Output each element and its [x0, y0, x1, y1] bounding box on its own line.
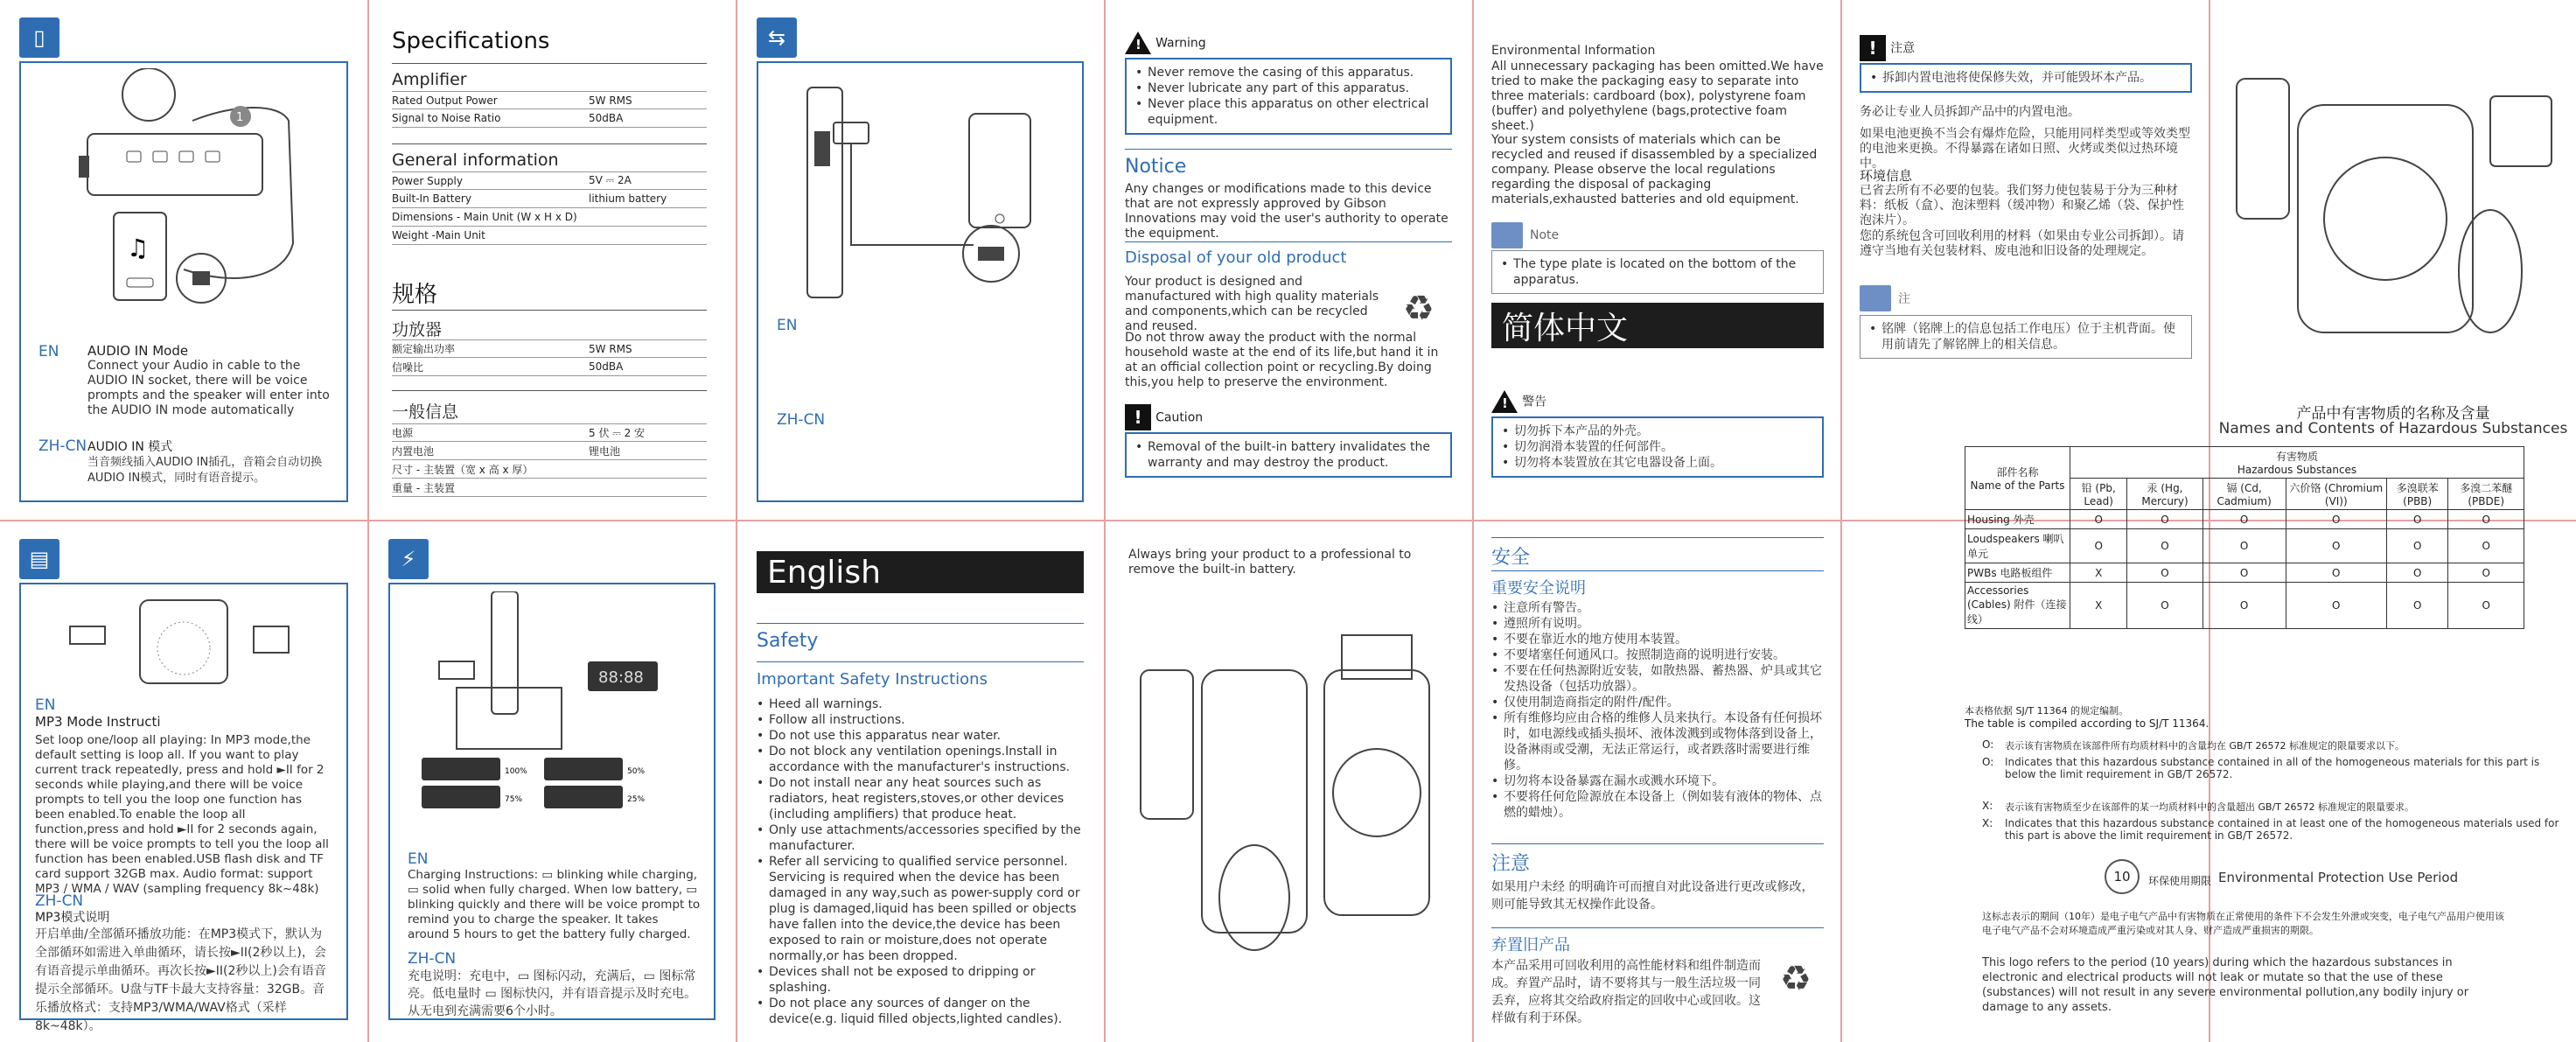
zh-env-body-2: 您的系统包含可回收利用的材料（如果由专业公司拆卸）。请遵守当地有关包装材料、废电池和旧设备的处理规定。 [1860, 229, 2184, 258]
mp3-illustration [61, 591, 324, 688]
env-body-1: All unnecessary packaging has been omitted.We have tried to make the packaging easy to separate into three materials: cardboard (box), polystyrene foam (buffer) and polyethylene (bags,protective foam sheet.) [1491, 59, 1824, 133]
safety-list: • Heed all warnings. • Follow all instructions. • Do not use this apparatus near water. • Do not block any ventilation openings.Install in accordance with the manufacturer's instructions. • Do not install near any heat sources such as radiators, heat registers,stoves,or other devices (including amplifiers) that produce heat. • Only use attachments/accessories specified by the manufacturer. • Refer all servicing to qualified service personnel. Servicing is required when the device has been damaged in any way,such as power-supply cord or plug is damaged,liquid has been spilled or objects have fallen into the device,the device has been exposed to rain or moisture,does not operate normally,or has been dropped. • Devices shall not be exposed to dripping or splashing. • Do not place any sources of danger on the device(e.g. liquid filled objects,lighted candles). [757, 696, 1084, 1027]
section-bar-english: English [757, 551, 1084, 593]
panel-notice [1106, 0, 1472, 520]
panel-battery [1106, 521, 1472, 1042]
std-zh: 本表格依据 SJ/T 11364 的规定编制。 [1965, 705, 2129, 717]
section-bar-chinese: 简体中文 [1491, 303, 1824, 348]
safety-zh-heading: 安全 [1491, 547, 1531, 569]
caution-icon: ! [1125, 404, 1151, 430]
amp-table-zh: 额定输出功率 5W RMS 信噪比 50dBA [392, 339, 707, 376]
hazard-title-zh: 产品中有害物质的名称及含量 [2296, 405, 2490, 423]
mp3-body-zh: 开启单曲/全部循环播放功能：在MP3模式下，默认为全部循环如需进入单曲循环，请长按►II(2秒以上)，会有语音提示单曲循环。再次长按►II(2秒以上)会有语音提示全部循环。U盘与TF卡最大支持容量：32GB。音乐播放格式：支持MP3/WMA/WAV格式（采样8k~48k）。 [35, 927, 326, 1033]
audio-in-title-en: AUDIO IN Mode [87, 343, 189, 359]
epup-logo-icon: 10 [2105, 859, 2140, 894]
col-lead: 铅 (Pb, Lead) [2070, 479, 2127, 510]
hdr-substances: 有害物质 Hazardous Substances [2070, 447, 2524, 479]
zh-body-2: 如果电池更换不当会有爆炸危险，只能用同样类型或等效类型的电池来更换。不得暴露在诸如日照、火烤或类似过热环境中。 [1860, 127, 2190, 171]
mp3-title-en: MP3 Mode Instructi [35, 714, 161, 730]
lang-label-zh: ZH-CN [38, 437, 87, 455]
notice-heading: Notice [1125, 156, 1187, 178]
panel-charging [369, 521, 736, 1042]
env-title: Environmental Information [1491, 44, 1656, 58]
panel-zh-caution [1842, 0, 2209, 520]
table-row: Accessories (Cables) 附件（连接线） X O O O O O [1965, 583, 2524, 629]
panel-usb-phone [737, 0, 1104, 520]
col-pbde: 多溴二苯醚 (PBDE) [2448, 479, 2524, 510]
disposal-heading: Disposal of your old product [1125, 248, 1347, 267]
charging-illustration [404, 591, 702, 810]
epup-para-en: This logo refers to the period (10 years) during which the hazardous substances in electronic and electrical products will not leak or mutate so that the use of these (substances) will not result in any severe environmental pollution,any bodily injury or damage to any assets. [1982, 956, 2469, 1014]
mp3-body-en: Set loop one/loop all playing: In MP3 mode,the default setting is loop all. If you want to play current track repeatedly, press and hold ►II for 2 seconds while playing,and there will be voice prompts to tell you the loop one function has been enabled.To enable the loop all function,press and hold ►II for 2 seconds again, there will be voice prompts to tell you the loop all function has been enabled.USB flash disk and TF card support 32GB max. Audio format: support MP3 / WMA / WAV (sampling frequency 8k~48k) [35, 733, 329, 896]
panel-mp3 [0, 521, 367, 1042]
general-heading: General information [392, 150, 559, 170]
disposal-body-1: Your product is designed and manufactured with high quality materials and components,which can be recycled and reused. [1125, 275, 1379, 333]
std-en: The table is compiled according to SJ/T 11364. [1965, 717, 2209, 730]
lang-label-en: EN [408, 850, 429, 868]
caution-header: ! Caution [1125, 404, 1203, 430]
spec-title: Specifications [392, 28, 550, 54]
table-row: PWBs 电路板组件 X O O O O O [1965, 563, 2524, 583]
hdr-part: 部件名称 Name of the Parts [1965, 447, 2070, 510]
notice-zh-body: 如果用户未经 的明确许可而擅自对此设备进行更改或修改，则可能导致其无权操作此设备。 [1491, 880, 1814, 912]
note-header: Note [1491, 222, 1559, 248]
svg-text:1: 1 [236, 111, 244, 124]
charging-body-zh: 充电说明：充电中，▭ 图标闪动，充满后，▭ 图标常亮。低电量时 ▭ 图标快闪，并有语音提示及时充电。从无电到充满需要6个小时。 [408, 969, 697, 1018]
epup-en: Environmental Protection Use Period [2218, 870, 2459, 885]
amp-heading-zh: 功放器 [392, 320, 443, 339]
panel-hazard-notes [1842, 700, 2576, 1042]
ipod-icon: ▯ [19, 17, 59, 58]
attn-box: • 拆卸内置电池将使保修失效，并可能毁坏本产品。 [1860, 63, 2192, 93]
col-chromium: 六价铬 (Chromium (VI)) [2286, 479, 2386, 510]
x-marker: X: [1982, 800, 1993, 812]
note-icon [1491, 222, 1523, 248]
dispose-zh-heading: 弃置旧产品 [1491, 936, 1570, 955]
sd-card-icon: ▤ [19, 539, 59, 579]
svg-text:100%: 100% [505, 767, 527, 776]
note-box: • The type plate is located on the bottom of the apparatus. [1491, 250, 1824, 294]
o-marker: O: [1982, 738, 1994, 751]
o-marker: O: [1982, 756, 1994, 768]
svg-text:88:88: 88:88 [598, 668, 644, 687]
general-table-zh: 电源 5 伏 ⎓ 2 安 内置电池 锂电池 尺寸 - 主装置（宽 x 高 x 厚） 重量 - 主装置 [392, 423, 707, 497]
amp-heading: Amplifier [392, 70, 467, 89]
audio-in-body-zh: 当音频线插入AUDIO IN插孔，音箱会自动切换AUDIO IN模式，同时有语音提示。 [87, 456, 323, 485]
recycle-icon: ♻ [1403, 289, 1435, 329]
lang-label-en: EN [777, 317, 798, 334]
panel-safety-zh [1474, 521, 1840, 1042]
lang-label-en: EN [35, 696, 56, 714]
product-illustration [2228, 44, 2560, 350]
col-mercury: 汞 (Hg, Mercury) [2127, 479, 2203, 510]
svg-text:25%: 25% [627, 795, 646, 804]
zh-env-heading: 环境信息 [1860, 168, 1913, 184]
col-pbb: 多溴联苯 (PBB) [2386, 479, 2447, 510]
audio-in-title-zh: AUDIO IN 模式 [87, 440, 173, 454]
panel-safety-en [737, 521, 1104, 1042]
panel-hazard-table [2210, 0, 2576, 520]
table-row: Housing 外壳 O O O O O O [1965, 510, 2524, 529]
lang-label-zh: ZH-CN [35, 892, 84, 910]
x-marker: X: [1982, 817, 1993, 829]
zh-note-header: 注 [1860, 285, 1910, 311]
o-en: Indicates that this hazardous substance contained in all of the homogeneous materials for this part is below the limit requirement in GB/T 26572. [2005, 756, 2540, 780]
battery-body: Always bring your product to a professional to remove the built-in battery. [1128, 548, 1412, 577]
warning-zh-header: ! 警告 [1491, 390, 1546, 413]
x-zh: 表示该有害物质至少在该部件的某一均质材料中的含量超出 GB/T 26572 标准规定的限量要求。 [2005, 801, 2414, 813]
svg-text:♫: ♫ [127, 234, 150, 262]
panel-specifications [369, 0, 736, 520]
safety-heading: Safety [757, 630, 819, 652]
epup-zh: 环保使用期限 [2148, 875, 2212, 887]
table-row: Loudspeakers 喇叭单元 O O O O O O [1965, 529, 2524, 563]
general-table: Power Supply 5V ⎓ 2A Built-In Battery lithium battery Dimensions - Main Unit (W x H x D) Weight -Main Unit [392, 171, 707, 245]
charging-body-en: Charging Instructions: ▭ blinking while charging, ▭ solid when fully charged. When low battery, ▭ blinking quickly and there will be voice prompt to remind you to charge the speaker. It takes around 5 hours to get the battery fully charged. [408, 868, 701, 941]
general-heading-zh: 一般信息 [392, 402, 459, 422]
audio-in-body-en: Connect your Audio in cable to the AUDIO IN socket, there will be voice prompts and the speaker will enter into the AUDIO IN mode automatically [87, 359, 330, 417]
caution-box: • Removal of the built-in battery invalidates the warranty and may destroy the product. [1125, 432, 1452, 478]
amp-table: Rated Output Power 5W RMS Signal to Noise Ratio 50dBA [392, 91, 707, 128]
attn-header: ! 注意 [1860, 35, 1915, 61]
x-en: Indicates that this hazardous substance contained in at least one of the homogeneous materials used for this part is above the limit requirement in GB/T 26572. [2005, 817, 2559, 842]
isi-heading: Important Safety Instructions [757, 670, 988, 689]
audio-in-illustration [61, 68, 324, 322]
hazard-title-en: Names and Contents of Hazardous Substances [2218, 420, 2568, 437]
lang-label-zh: ZH-CN [777, 411, 826, 429]
caution-icon: ! [1860, 35, 1886, 61]
lightning-icon: ⚡ [388, 539, 429, 579]
mp3-title-zh: MP3模式说明 [35, 911, 110, 925]
zh-note-box: • 铭牌（铭牌上的信息包括工作电压）位于主机背面。使用前请先了解铭牌上的相关信息。 [1860, 315, 2192, 359]
usb-icon: ⇆ [757, 17, 797, 58]
warning-header: ! Warning [1125, 31, 1206, 54]
warning-icon [1125, 31, 1151, 54]
col-cadmium: 镉 (Cd, Cadmium) [2203, 479, 2286, 510]
dispose-zh-body: 本产品采用可回收利用的高性能材料和组件制造而成。弃置产品时，请不要将其与一般生活垃圾一同丢弃，应将其交给政府指定的回收中心或回收。这样做有利于环保。 [1491, 959, 1761, 1025]
panel-environment [1474, 0, 1840, 520]
battery-removal-illustration [1132, 618, 1456, 985]
warning-box: • Never remove the casing of this apparatus. • Never lubricate any part of this apparatus. • Never place this apparatus on other electrical equipment. [1125, 58, 1452, 135]
epup-para-zh: 这标志表示的期间（10年）是电子电气产品中有害物质在正常使用的条件下不会发生外泄或突变，电子电气产品用户使用该电子电气产品不会对环境造成严重污染或对其人身、财产造成严重损害的期限。 [1982, 911, 2504, 936]
panel-audio-in [0, 0, 367, 520]
disposal-body-2: Do not throw away the product with the normal household waste at the end of its life,but hand it in at an official collection point or recycling.By doing this,you help to preserve the environment. [1125, 331, 1439, 389]
notice-zh-heading: 注意 [1491, 853, 1531, 875]
notice-body: Any changes or modifications made to this device that are not expressly approved by Gibson Innovations may void the user's authority to operate the equipment. [1125, 182, 1449, 241]
recycle-icon: ♻ [1780, 959, 1812, 999]
o-zh: 表示该有害物质在该部件所有均质材料中的含量均在 GB/T 26572 标准规定的限量要求以下。 [2005, 740, 2405, 752]
warning-icon [1491, 390, 1518, 413]
svg-text:50%: 50% [627, 767, 646, 776]
zh-body-1: 务必让专业人员拆卸产品中的内置电池。 [1860, 105, 2080, 119]
lang-label-en: EN [38, 343, 59, 360]
zh-env-body: 已省去所有不必要的包装。我们努力使包装易于分为三种材料：纸板（盒）、泡沫塑料（缓冲物）和聚乙烯（袋、保护性泡沫片）。 [1860, 184, 2184, 227]
warning-zh-box: • 切勿拆下本产品的外壳。 • 切勿润滑本装置的任何部件。 • 切勿将本装置放在其它电器设备上面。 [1491, 416, 1824, 478]
usb-phone-illustration [799, 79, 1061, 332]
env-body-2: Your system consists of materials which can be recycled and reused if disassembled by a specialized company. Please observe the local regulations regarding the disposal of packaging materials,exhausted batteries and old equipment. [1491, 133, 1818, 206]
note-icon [1860, 285, 1891, 311]
spec-title-zh: 规格 [392, 282, 438, 308]
lang-label-zh: ZH-CN [408, 950, 457, 968]
isi-zh-heading: 重要安全说明 [1491, 579, 1586, 598]
safety-zh-list: • 注意所有警告。 • 遵照所有说明。 • 不要在靠近水的地方使用本装置。 • 不要堵塞任何通风口。按照制造商的说明进行安装。 • 不要在任何热源附近安装，如散热器、蓄热器、炉具或其它发热设备（包括功放器）。 • 仅使用制造商指定的附件/配件。 • 所有维修均应由合格的维修人员来执行。本设备有任何损坏时，如电源线或插头损坏、液体泼溅到或物体落到设备上，设备淋雨或受潮，无法正常运行，或者跌落时需要进行维修。 • 切勿将本设备暴露在漏水或溅水环境下。 • 不要将任何危险源放在本设备上（例如装有液体的物体、点燃的蜡烛）。 [1491, 600, 1824, 821]
hazard-table [1965, 446, 2524, 629]
svg-text:75%: 75% [505, 795, 523, 804]
